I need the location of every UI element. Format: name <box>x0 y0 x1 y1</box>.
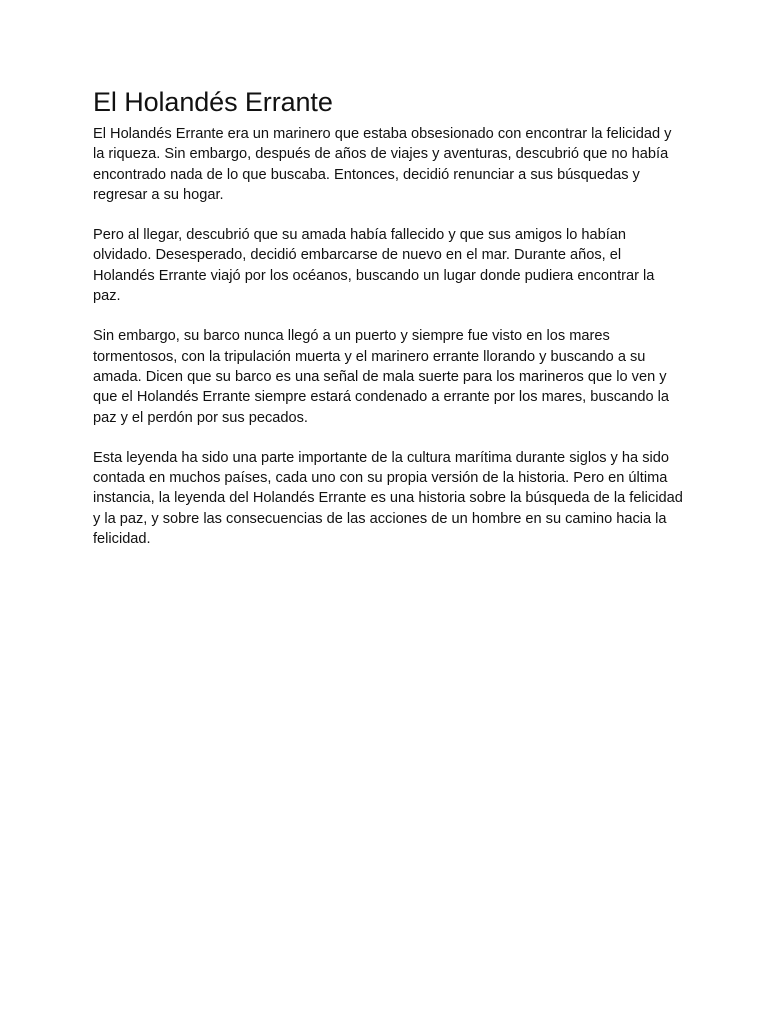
paragraph-2: Pero al llegar, descubrió que su amada había fallecido y que sus amigos lo habían olvidado. Desesperado, decidió embarcarse de nuevo en el mar. Durante años, el Holandés Errante viajó por los océanos, buscando un lugar donde pudiera encontrar la paz. <box>93 227 655 305</box>
document-body <box>93 84 683 569</box>
paragraph-1: El Holandés Errante era un marinero que estaba obsesionado con encontrar la felicidad y la riqueza. Sin embargo, después de años de viajes y aventuras, descubrió que no había encontrado nada de lo que buscaba. Entonces, decidió renunciar a sus búsquedas y regresar a su hogar. <box>93 126 672 203</box>
paragraph-4: Esta leyenda ha sido una parte importante de la cultura marítima durante siglos y ha sido contada en muchos países, cada uno con su propia versión de la historia. Pero en última instancia, la leyenda del Holandés Errante es una historia sobre la búsqueda de la felicidad y la paz, y sobre las consecuencias de las acciones de un hombre en su camino hacia la felicidad. <box>93 449 683 548</box>
paragraph-3: Sin embargo, su barco nunca llegó a un puerto y siempre fue visto en los mares tormentosos, con la tripulación muerta y el marinero errante llorando y buscando a su amada. Dicen que su barco es una señal de mala suerte para los marineros que lo ven y que el Holandés Errante siempre estará condenado a errante por los mares, buscando la paz y el perdón por sus pecados. <box>93 328 669 426</box>
document-title: El Holandés Errante <box>93 87 333 117</box>
